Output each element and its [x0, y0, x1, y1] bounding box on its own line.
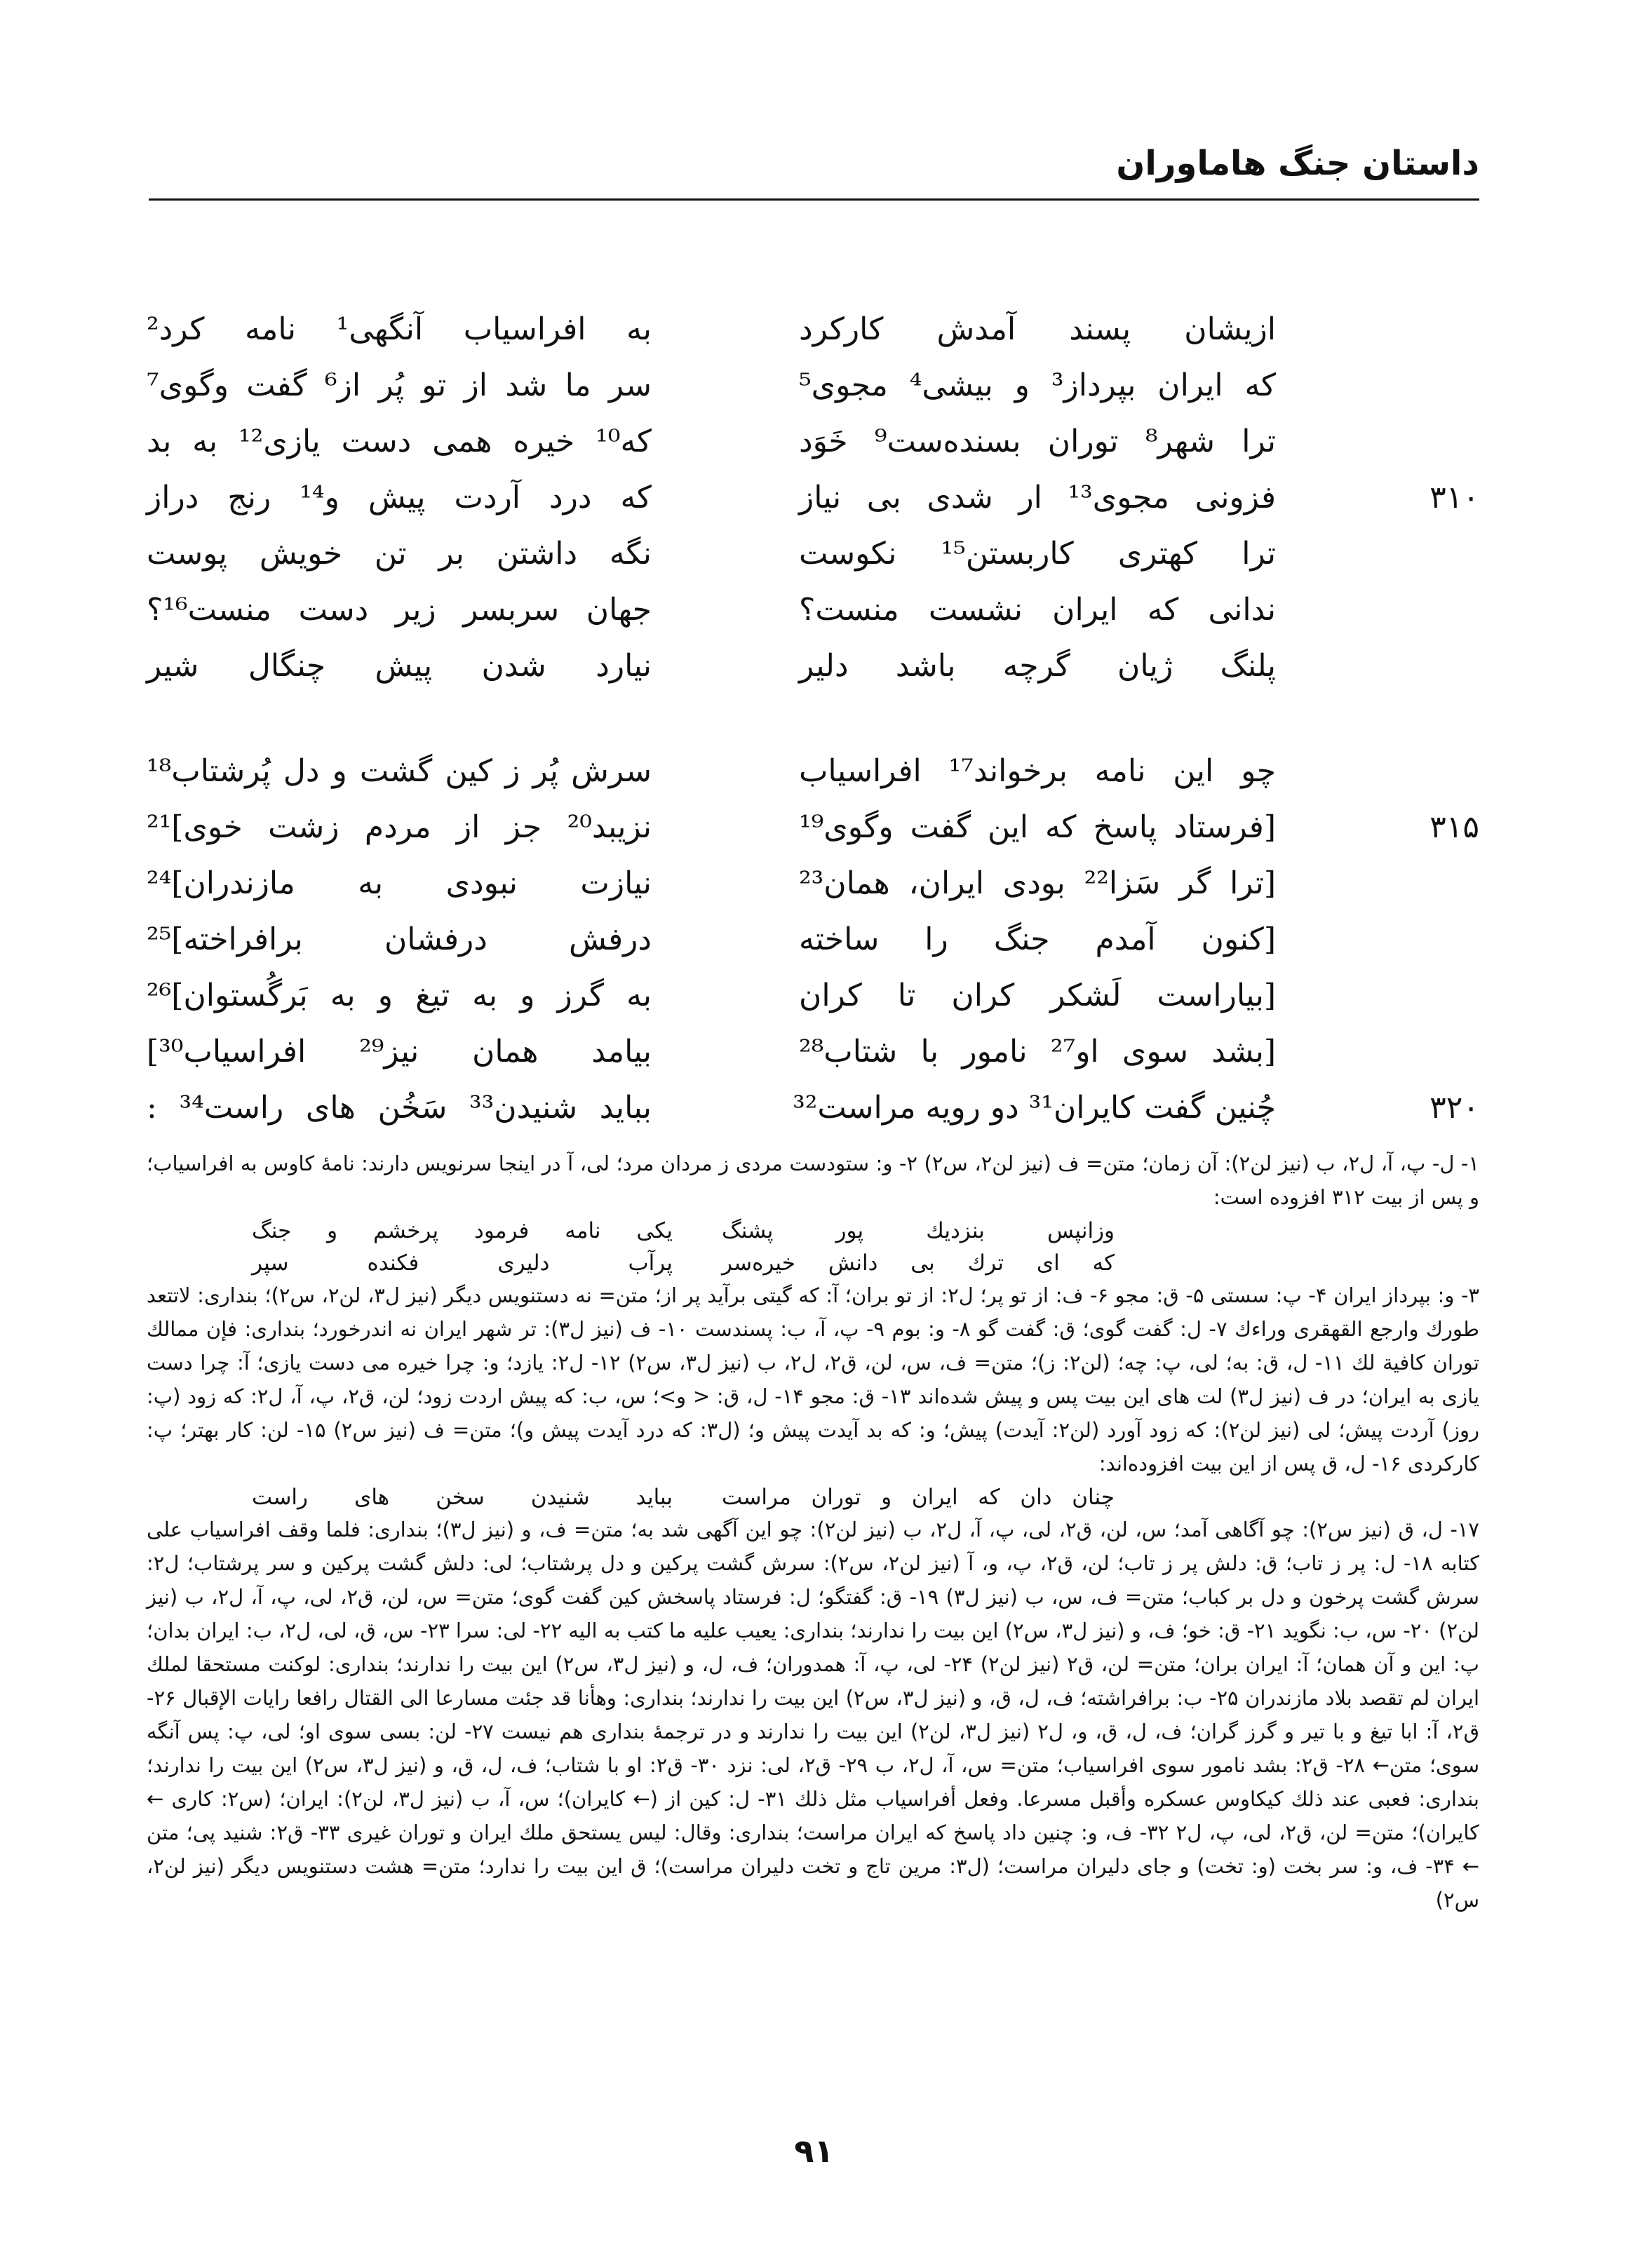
quoted-hemistich: بباید شنیدن سخن های راست [252, 1485, 673, 1510]
verse-number: ۳۲۰ [1429, 1090, 1479, 1126]
footnote-paragraph: ۱۷- ل، ق (نیز س۲): چو آگاهی آمد؛ س، لن، ق۲، لی، پ، آ، ل۲، ب (نیز لن۲): چو این آگهی شد به؛ متن= ف، و (نیز ل۳)؛ بنداری: فلما وقف افراسیاب علی کتابه ۱۸- ل: پر ز تاب؛ ق: دلش پر ز تاب؛ لن، ق۲، پ، و، آ (نیز لن۲، س۲): سرش گشت پرکین و دل پرشتاب؛ لی: دلش گشت پرکین و سر پرشتاب؛ ل۲: سرش گشت پرخون و دل بر کباب؛ متن= ف، س، ب (نیز ل۳) ۱۹- ق: گفتگو؛ ل: فرستاد پاسخش کین گفت گوی؛ متن= س، لن، ق۲، لی، پ، آ، ل۲، ب (نیز لن۲) ۲۰- س، ب: نگوید ۲۱- ق: خو؛ ف، و (نیز ل۳، س۲) این بیت را ندارند؛ بنداری: یعیب علیه ما کتب به الیه ۲۲- لی: سرا ۲۳- س، ق، لی، ل۲، ب: ایران بدان؛ پ: این و آن همان؛ آ: ایران بران؛ متن= لن، ق۲ (نیز لن۲) ۲۴- لی، پ، آ: همدوران؛ ف، ل، و (نیز ل۳، س۲) این بیت را ندارند؛ بنداری: لوکنت مستحقا لملك ایران لم تقصد بلاد مازندران ۲۵- ب: برافراشته؛ ف، ل، ق، و (نیز ل۳، س۲) این بیت را ندارند؛ بنداری: وهأنا قد جئت مسارعا الی القتال رافعا رایات الإقبال ۲۶- ق۲، آ: ابا تیغ و با تیر و گرز گران؛ ف، ل، ق، و، ل۲ (نیز ل۳، لن۲) این بیت را ندارند و در ترجمهٔ بنداری هم نیست ۲۷- لن: بسی سوی او؛ لی، پ: پس آنگه سوی؛ متن← ۲۸- ق۲: بشد نامور سوی افراسیاب؛ متن= س، آ، ل۲، ب ۲۹- ق۲، لی: نزد ۳۰- ق۲: او با شتاب؛ ف، ل، ق، و (نیز ل۳، س۲) این بیت را ندارند؛ بنداری: فعبی عند ذلك کیکاوس عسکره وأقبل مسرعا. وفعل أفراسیاب مثل ذلك ۳۱- ل: کین از (← کایران)؛ س، آ، ب (نیز ل۳، لن۲): ایران؛ (س۲: کاری ← کایران)؛ متن= لن، ق۲، لی، پ، ل۲ ۳۲- ف، و: چنین داد پاسخ که ایران مراست؛ بنداری: وقال: لیس یستحق ملك ایران و توران غیری ۳۳- ق۲: شنید پی؛ متن ← ۳۴- ف، و: سر بخت (و: تخت) و جای دلیران مراست؛ (ل۳: مرین تاج و تخت دلیران مراست)؛ ق این بیت را ندارد؛ متن= هشت دستنویس دیگر (نیز لن۲، س۲) [147, 1518, 1480, 1912]
second-hemistich: نزیبد²⁰ جز از مردم زشت خوی]²¹ [147, 809, 652, 845]
quoted-hemistich: چنان دان که ایران و توران مراست [722, 1485, 1115, 1510]
first-hemistich: که ایران بپرداز³ و بیشی⁴ مجوی⁵ [799, 367, 1276, 403]
quoted-hemistich: که ای ترك بی دانش خیره‌سر [722, 1250, 1115, 1276]
first-hemistich: [بیاراست لَشکر کران تا کران [799, 978, 1276, 1013]
first-hemistich: [ترا گر سَزا²² بودی ایران، همان²³ [799, 865, 1276, 901]
verse-line [147, 414, 1479, 470]
footnotes [147, 1147, 1479, 1917]
verse-line [147, 1080, 1479, 1136]
second-hemistich: نیازت نبودی به مازندران]²⁴ [147, 865, 652, 901]
verse-line [147, 799, 1479, 856]
quoted-hemistich: یکی نامه فرمود پرخشم و جنگ [252, 1218, 673, 1243]
stanza [147, 302, 1479, 694]
first-hemistich: ترا شهر⁸ توران بسنده‌ست⁹ خَوَد [799, 424, 1276, 459]
first-hemistich: [بشد سوی او²⁷ نامور با شتاب²⁸ [799, 1034, 1276, 1069]
second-hemistich: که درد آردت پیش و¹⁴ رنج دراز [147, 480, 652, 515]
verse-number: ۳۱۰ [1429, 480, 1479, 515]
second-hemistich: بیامد همان نیز²⁹ افراسیاب³⁰] [147, 1034, 652, 1069]
verse-line [147, 582, 1479, 638]
first-hemistich: ندانی که ایران نشست منست؟ [799, 592, 1276, 628]
footnote-paragraph: ۱- ل- پ، آ، ل۲، ب (نیز لن۲): آن زمان؛ متن= ف (نیز لن۲، س۲) ۲- و: ستودست مردی ز مردان مرد؛ لی، آ در اینجا سرنویس دارند: نامهٔ کاوس به افراسیاب؛ و پس از بیت ۳۱۲ افزوده است: [147, 1152, 1479, 1209]
running-head: داستان جنگ هاماوران [1116, 144, 1479, 183]
header-rule [149, 198, 1479, 201]
verse-line [147, 358, 1479, 414]
stanza [147, 743, 1479, 1136]
second-hemistich: سرش پُر ز کین گشت و دل پُرشتاب¹⁸ [147, 753, 652, 789]
verse-line [147, 1024, 1479, 1080]
verse-line [147, 302, 1479, 358]
second-hemistich: نیارد شدن پیش چنگال شیر [147, 648, 652, 684]
quoted-verse [147, 1246, 1479, 1278]
first-hemistich: چو این نامه برخواند¹⁷ افراسیاب [799, 753, 1276, 789]
first-hemistich: [کنون آمدم جنگ را ساخته [799, 922, 1276, 957]
first-hemistich: پلنگ ژیان گرچه باشد دلیر [799, 648, 1276, 684]
quoted-hemistich: وزانپس بنزدیك پور پشنگ [722, 1218, 1115, 1243]
quoted-hemistich: پرآب دلیری فکنده سپر [252, 1250, 673, 1276]
second-hemistich: بباید شنیدن³³ سَخُن های راست³⁴ : [147, 1090, 652, 1126]
second-hemistich: جهان سربسر زیر دست منست¹⁶؟ [147, 592, 652, 628]
second-hemistich: درفش درفشان برافراخته]²⁵ [147, 922, 652, 957]
second-hemistich: به گرز و به تیغ و به بَرگُستوان]²⁶ [147, 978, 652, 1013]
verse-number: ۳۱۵ [1429, 809, 1479, 845]
quoted-verse [147, 1480, 1479, 1513]
footnote-paragraph: ۳- و: بپرداز ایران ۴- پ: سستی ۵- ق: مجو ۶- ف: از تو پر؛ ل۲: از تو بران؛ آ: که گیتی برآید پر از؛ متن= نه دستنویس دیگر (نیز ل۳، لن۲، س۲)؛ بنداری: لاتتعد طورك وارجع القهقری وراءك ۷- ل: گفت گوی؛ ق: گفت گو ۸- و: بوم ۹- پ، آ، ب: پسندست ۱۰- ف (نیز ل۳): تر شهر ایران نه اندرخورد؛ بنداری: فإن ممالك توران کافیة لك ۱۱- ل، ق: به؛ لی، پ: چه؛ (لن۲: ز)؛ متن= ف، س، لن، ق۲، ل۲، ب (نیز ل۳، س۲) ۱۲- ل۲: یازد؛ و: چرا خیره می دست یازی؛ آ: چرا دست یازی به ایران؛ در ف (نیز ل۳) لت های این بیت پس و پیش شده‌اند ۱۳- ق: مجو ۱۴- ل، ق: < و>؛ س، ب: که پیش اردت زود؛ لن، ق۲، پ، آ، ل۲: که زود (پ: روز) آردت پیش؛ لی (نیز لن۲): که زود آورد (لن۲: آیدت) پیش؛ و: که بد آیدت پیش و؛ (ل۳: که درد آیدت پیش و)؛ متن= ف (نیز س۲) ۱۵- لن: کار بهتر؛ پ: کارکردی ۱۶- ل، ق پس از این بیت افزوده‌اند: [147, 1283, 1480, 1476]
second-hemistich: سر ما شد از تو پُر از⁶ گفت وگوی⁷ [147, 367, 652, 403]
page-number: ۹۱ [794, 2132, 834, 2170]
first-hemistich: ترا کهتری کاربستن¹⁵ نکوست [799, 536, 1276, 572]
verse-line [147, 968, 1479, 1024]
quoted-verse [147, 1214, 1479, 1246]
first-hemistich: فزونی مجوی¹³ ار شدی بی نیاز [799, 480, 1276, 515]
first-hemistich: چُنین گفت کایران³¹ دو رویه مراست³² [793, 1090, 1276, 1126]
verse-line [147, 912, 1479, 968]
verse-line [147, 743, 1479, 799]
second-hemistich: نگه داشتن بر تن خویش پوست [147, 536, 652, 572]
verse-line [147, 526, 1479, 582]
first-hemistich: ازیشان پسند آمدش کارکرد [799, 311, 1276, 347]
verse-block [147, 302, 1479, 1185]
second-hemistich: که¹⁰ خیره همی دست یازی¹² به بد [147, 424, 652, 459]
verse-line [147, 856, 1479, 912]
second-hemistich: به افراسیاب آنگهی¹ نامه کرد² [147, 311, 652, 347]
first-hemistich: [فرستاد پاسخ که این گفت وگوی¹⁹ [799, 809, 1276, 845]
verse-line [147, 470, 1479, 526]
verse-line [147, 638, 1479, 694]
